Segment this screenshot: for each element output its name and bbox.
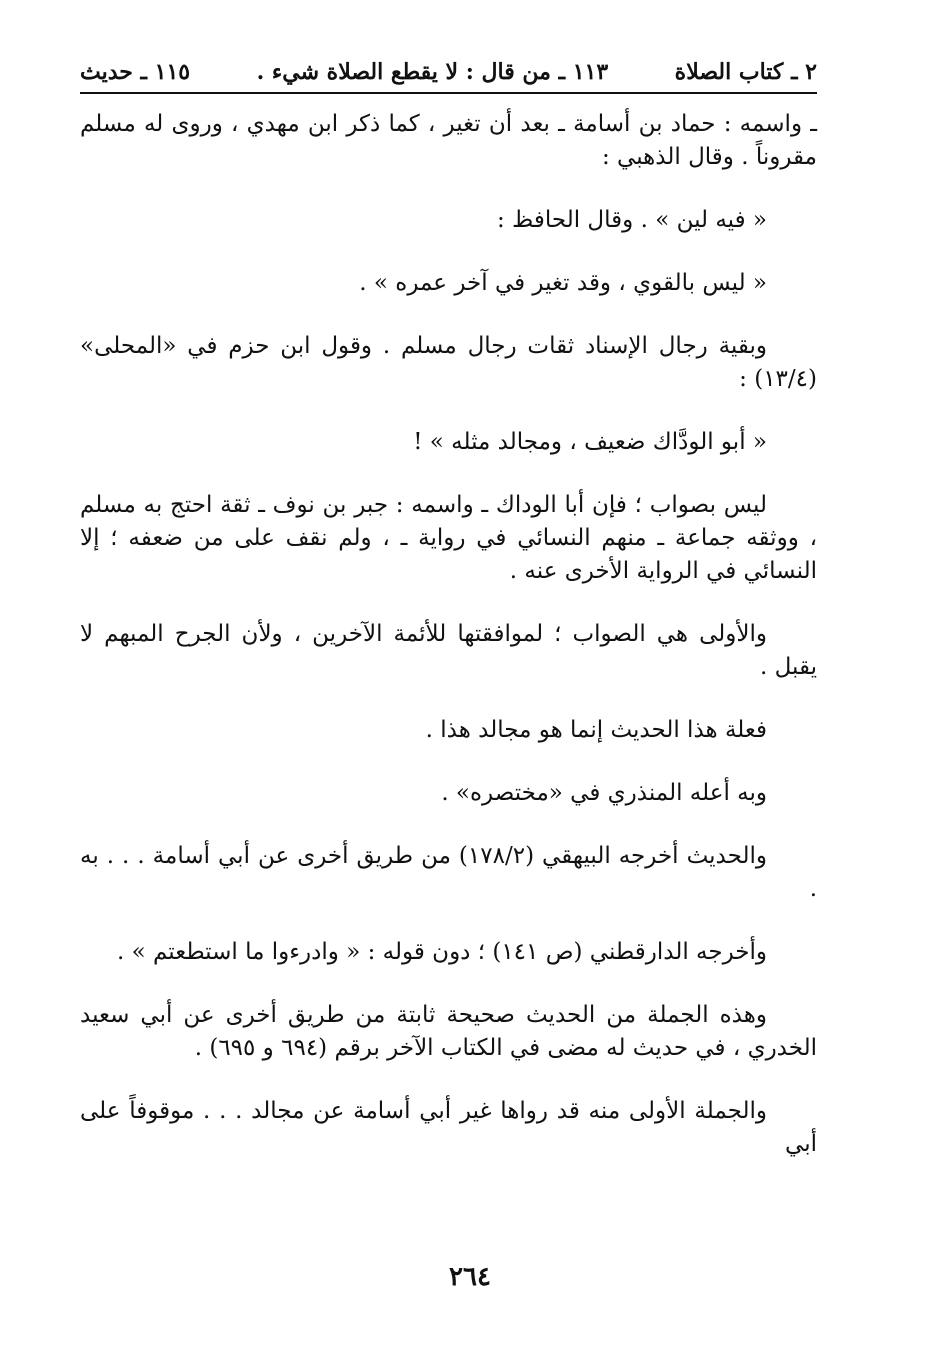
paragraph: فعلة هذا الحديث إنما هو مجالد هذا . — [425, 717, 767, 743]
quote-paragraph: « فيه لين » . وقال الحافظ : — [496, 207, 767, 233]
quote-paragraph: « أبو الودَّاك ضعيف ، ومجالد مثله » ! — [413, 429, 767, 455]
paragraph: ـ واسمه : حماد بن أسامة ـ بعد أن تغير ، كما ذكر ابن مهدي ، وروى له مسلم مقروناً . وقال الذهبي : — [80, 111, 817, 170]
paragraph: وبه أعله المنذري في «مختصره» . — [441, 780, 767, 806]
paragraph: والجملة الأولى منه قد رواها غير أبي أسامة عن مجالد . . . موقوفاً على أبي — [80, 1098, 817, 1157]
paragraph: ليس بصواب ؛ فإن أبا الوداك ـ واسمه : جبر بن نوف ـ ثقة احتج به مسلم ، ووثقه جماعة ـ منهم النسائي في رواية ـ ، ولم نقف على من ضعفه ؛ إلا النسائي في الرواية الأخرى عنه . — [80, 492, 817, 584]
paragraph: والأولى هي الصواب ؛ لموافقتها للأئمة الآخرين ، ولأن الجرح المبهم لا يقبل . — [80, 621, 817, 680]
header-hadith-number: ١١٥ ـ حديث — [80, 59, 191, 85]
running-header — [80, 52, 817, 92]
paragraph: وأخرجه الدارقطني (ص ١٤١) ؛ دون قوله : « وادرءوا ما استطعتم » . — [116, 939, 767, 965]
quote-paragraph: « ليس بالقوي ، وقد تغير في آخر عمره » . — [359, 270, 767, 296]
page-body — [80, 108, 817, 1191]
header-divider — [80, 92, 817, 94]
page-number: ٢٦٤ — [449, 1262, 491, 1292]
header-chapter-title: ١١٣ ـ من قال : لا يقطع الصلاة شيء . — [256, 59, 609, 85]
header-book-title: ٢ ـ كتاب الصلاة — [674, 59, 817, 85]
paragraph: وهذه الجملة من الحديث صحيحة ثابتة من طريق أخرى عن أبي سعيد الخدري ، في حديث له مضى في الكتاب الآخر برقم (٦٩٤ و ٦٩٥) . — [80, 1002, 817, 1061]
paragraph: والحديث أخرجه البيهقي (١٧٨/٢) من طريق أخرى عن أبي أسامة . . . به . — [80, 843, 817, 902]
paragraph: وبقية رجال الإسناد ثقات رجال مسلم . وقول ابن حزم في «المحلى» (١٣/٤) : — [80, 333, 817, 392]
